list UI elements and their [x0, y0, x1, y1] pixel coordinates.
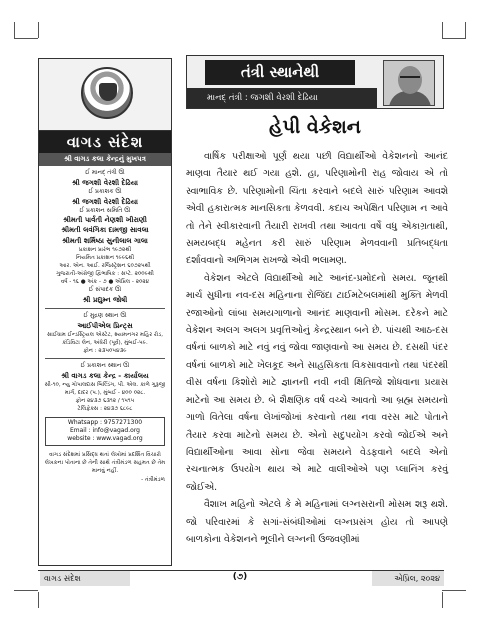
- editor-header: [186, 55, 444, 109]
- article-paragraph: વાર્ષિક પરીક્ષાઓ પૂર્ણ થયા પછી વિદ્યાર્થીઓ વેકેશનનો આનંદ માણવા તૈયાર થઈ ગયા હશે. હા, પરિણામોની રાહ જોવાય એ તો સ્વાભાવિક છે. પરિણામોની ચિંતા કરવાને બદલે સારું પરિણામ આવશે એવી હકારાત્મક માનસિકતા કેળવવી. કદાચ અપેક્ષિત પરિણામ ન આવે તો તેને સ્વીકારવાની તૈયારી રાખવી તથા આવતા વર્ષે વધુ એકાગ્રતાથી, સમયબદ્ધ મહેનત કરી સારું પરિણામ મેળવવાની પ્રતિબદ્ધતા દર્શાવવાનો અભિગમ રાખજો એવી ભલામણ.: [186, 151, 448, 267]
- logo-emblem: [99, 83, 117, 101]
- page-number: (૭): [232, 572, 248, 582]
- editor-byline: માનદ્ તંત્રી : જગશી વેરશી દેઢિયા: [187, 88, 377, 108]
- crop-mark: [442, 592, 443, 608]
- credit-name: શ્રી જગશી વેરશી દેઢિયા: [72, 197, 138, 206]
- masthead-logo-area: [39, 59, 171, 131]
- crop-mark: [465, 22, 466, 38]
- crop-mark: [14, 38, 38, 39]
- divider: [45, 308, 165, 309]
- credit-role: ઈ પ્રકાશન સમિતિ ઊ: [79, 206, 131, 214]
- committee-member: શ્રીમતી લવંગિકા દામજી સાવલા: [61, 226, 149, 235]
- whatsapp-number: Whatsapp : 9757271300: [67, 418, 143, 426]
- article-paragraph: વેકેશન એટલે વિદ્યાર્થીઓ માટે આનંદ-પ્રમોદનો સમય. જૂનથી માર્ચ સુધીના નવ-દસ મહિનાના રોજિંદા ટાઈમટેબલમાંથી મુક્તિ મેળવી રજાઓનો લાંબા સમયગાળાનો આનંદ માણવાની મોસમ. દરેકને માટે વેકેશન અલગ અલગ પ્રવૃત્તિઓનું કેન્દ્રસ્થાન બને છે. પાંચથી આઠ-દસ વર્ષનાં બાળકો માટે નવું નવું જોવા જાણવાનો આ સમય છે. દસથી પંદર વર્ષનાં બાળકો માટે ખેલકૂદ અને સાહસિકતા વિકસાવવાનો તથા પંદરથી વીસ વર્ષના કિશોરો માટે જ્ઞાનની નવી નવી ક્ષિતિજો શોધવાના પ્રયાસ માટેનો આ સમય છે. બે શૈક્ષણિક વર્ષ વચ્ચે આવતો આ બ્રહ્મ સમયનો ગાળો વિતેલા વર્ષના લેખાંજોખાં કરવાનો તથા નવા વરસ માટે પોતાને તૈયાર કરવા માટેનો સમય છે. એનો સદુપયોગ કરવો જોઈએ અને વિદ્યાર્થીઓના આવા સોના જેવા સમયને વેડફવાને બદલે એનો રચનાત્મક ઉપયોગ થાય એ માટે વાલીઓએ પણ પ્લાનિંગ કરવું જોઈએ.: [186, 272, 448, 493]
- crop-mark: [38, 592, 39, 608]
- editor-photo: [383, 60, 435, 106]
- crop-mark: [38, 22, 39, 38]
- credit-role: ઈ પ્રકાશક ઊ: [88, 187, 122, 195]
- credit-name: શ્રી જગશી વેરશી દેઢિયા: [72, 178, 138, 187]
- office-fax: ટેલિફેક્સ : ૨૪૩૭ ૬૮૯૮: [77, 406, 133, 413]
- footer-publication-name: વાગડ સંદેશ: [40, 571, 130, 586]
- office-name: શ્રી વાગડ કલા કેન્દ્ર - કાર્યાલય: [61, 371, 149, 380]
- photo-head: [398, 66, 422, 94]
- editor-section-title: તંત્રી સ્થાનેથી: [205, 60, 355, 85]
- committee-member: શ્રીમતી શર્મિષ્ઠા સુનીલાલ ગાલા: [62, 236, 148, 245]
- credit-role: ઈ સંપાદક ઊ: [88, 286, 122, 294]
- masthead-column: [38, 58, 172, 566]
- credit-role: ઈ માનદ્ તંત્રી ઊ: [85, 169, 125, 176]
- footer-issue-date: એપ્રિલ, ૨૦૨૪: [372, 571, 444, 586]
- publication-info-line: નિયમિત પ્રકાશન ૧૯૯૬થી: [75, 254, 135, 261]
- article-title: હેપી વેકેશન: [269, 116, 361, 138]
- crop-mark: [14, 590, 38, 591]
- publication-info-line: ગુજરાતી-અંગ્રેજી દ્વિભાષિક : સપ્ટે. ૨૦૦૯થી: [56, 271, 154, 278]
- issue-info: વર્ષ - ૧૬ ● અંક - ૭ ● એપ્રિલ - ૨૦૨૪: [60, 279, 150, 286]
- masthead-subtitle: શ્રી વાગડ કલા કેન્દ્રનું મુખપત્ર: [39, 153, 171, 166]
- crop-mark: [14, 22, 15, 38]
- publication-info-line: પ્રકાશન પ્રારંભ ૧૯૭૨થી: [78, 246, 132, 253]
- email-link[interactable]: Email : info@vagad.org: [69, 426, 140, 434]
- website-link[interactable]: website : www.vagad.org: [67, 435, 143, 443]
- office-phone: ફોન ૨૪૩૭ ૬૩૧૨ / ૧૫૧૫: [75, 398, 135, 405]
- signoff: - તંત્રીમંડળ: [141, 477, 165, 484]
- office-role: ઈ પ્રકાશન સ્થાન ઊ: [80, 362, 130, 370]
- committee-member: શ્રીમતી પાર્વતી નેણશી ખીરાણી: [63, 216, 147, 225]
- printer-role: ઈ મુદ્રણ સ્થાન ઊ: [83, 312, 127, 320]
- printer-phone: ફોન : ૨૩૫૦૫૪૩૯: [83, 348, 127, 355]
- publication-info-line: આર. એન. આઈ. રજિસ્ટ્રેશન ૬૦૭૨૫થી: [59, 262, 151, 269]
- printer-address: સાઈધામ ઈન્ડસ્ટ્રિયલ એસ્ટેટ, શ્યામનગર મહિર રોડ, કંડિવિટા લેન, અંધેરી (પૂર્વ), મુંબઈ-૫૯.: [46, 331, 164, 347]
- contact-box: [45, 417, 165, 446]
- crop-mark: [442, 38, 466, 39]
- masthead-title: વાગડ સંદેશ: [39, 131, 171, 153]
- photo-glasses: [400, 76, 420, 80]
- office-address: સી-૧૦, ન્યુ ગોપાલદાસ બિલ્ડિંગ, પી. એલ. કાળે ગુરૂજી માર્ગ, દાદર (પ.), મુંબઈ - ૪૦૦ ૦૨૮.: [44, 382, 166, 397]
- printer-name: આઈપીએલ પ્રિન્ટ્સ: [77, 321, 133, 330]
- article-body: [186, 148, 448, 548]
- crop-mark: [442, 22, 443, 38]
- divider: [45, 358, 165, 359]
- credit-name: શ્રી પ્રદ્યુમ્ન જોષી: [82, 296, 128, 304]
- vagad-logo: [81, 67, 133, 119]
- credits-block: [39, 166, 171, 414]
- disclaimer: વાગડ સંદેશમાં પ્રસિદ્ધ થતાં લેખોમાં પ્રદર્શિત વિચારો લેખકના પોતાના છે તેની સાથે તંત્રીમંડળ સહમત છે તેમ માનવું નહીં.: [44, 451, 166, 474]
- crop-mark: [442, 590, 466, 591]
- article-paragraph: વૈશાખ મહિનો એટલે કે મે મહિનામાં લગ્નસરાની મોસમ શરૂ થશે. જો પરિવારમાં કે સગાં-સંબંધીઓમાં લગ્નપ્રસંગ હોય તો આપણે બાળકોના વેકેશનને ભૂલીને લગ્નની ઉજવણીમાં: [186, 499, 448, 545]
